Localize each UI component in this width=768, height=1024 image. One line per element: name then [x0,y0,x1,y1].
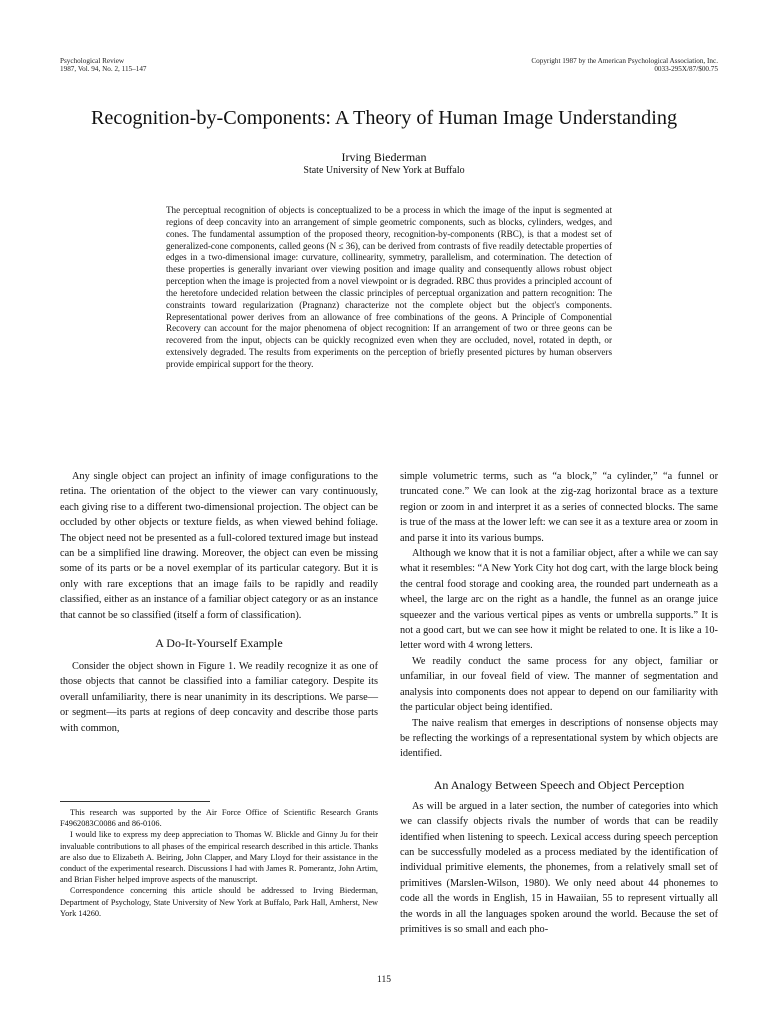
footnote-correspondence: Correspondence concerning this article should be addressed to Irving Biederman, Department of Psychology, State University of New York at Buffalo, Park Hall, Amherst, New York 14260. [60,886,378,918]
footnote-acknowledgments: I would like to express my deep appreciation to Thomas W. Blickle and Ginny Ju for their invaluable contributions to all phases of the empirical research described in this article. Thanks are also due to Elizabeth A. Beiring, John Clapper, and Mary Lloyd for their assistance in the conduct of the experimental research. Discussions I had with James R. Pomerantz, John Artim, and Brian Fisher helped improve aspects of the manuscript. [60,830,378,885]
journal-volume: 1987, Vol. 94, No. 2, 115–147 [60,65,147,74]
body-paragraph: Any single object can project an infinity of image configurations to the retina. The orientation of the object to the viewer can vary continuously, each giving rise to a different two-dimensional projection. The object can be occluded by other objects or texture fields, as when viewed behind foliage. The object need not be presented as a full-colored textured image but instead can be a simplified line drawing. Moreover, the object can even be missing some of its parts or be a novel exemplar of its particular category. But it is only with rare exceptions that an image fails to be rapidly and readily classified, either as an instance of a familiar object category or as an instance that cannot be so classified (itself a form of classification). [60,471,378,621]
abstract: The perceptual recognition of objects is conceptualized to be a process in which the image of the input is segmented at regions of deep concavity into an arrangement of simple geometric components, such as blocks, cylinders, wedges, and cones. The fundamental assumption of the proposed theory, recognition-by-components (RBC), is that a modest set of generalized-cone components, called geons (N ≤ 36), can be derived from contrasts of five readily detectable properties of edges in a two-dimensional image: curvature, collinearity, symmetry, parallelism, and cotermination. The detection of these properties is generally invariant over viewing position and image quality and consequently allows robust object perception when the image is projected from a novel viewpoint or is degraded. RBC thus provides a principled account of the heretofore undecided relation between the classic principles of perceptual organization and pattern recognition: The constraints toward regularization (Pragnanz) characterize not the complete object but the object's components. Representational power derives from an allowance of free combinations of the geons. A Principle of Componential Recovery can account for the major phenomena of object recognition: If an arrangement of two or three geons can be recovered from the input, objects can be quickly recognized even when they are occluded, novel, rotated in depth, or extensively degraded. The results from experiments on the perception of briefly presented pictures by human observers provide empirical support for the theory. [166,205,612,369]
section-heading: An Analogy Between Speech and Object Perception [433,777,685,792]
paper-title: Recognition-by-Components: A Theory of Human Image Understanding [90,107,678,129]
body-paragraph: Consider the object shown in Figure 1. We readily recognize it as one of those objects that cannot be classified into a familiar category. Despite its overall unfamiliarity, there is near unanimity in its descriptions. We parse—or segment—its parts at regions of deep concavity and describe those parts with common, [60,661,378,734]
body-paragraph: Although we know that it is not a familiar object, after a while we can say what it resembles: “A New York City hot dog cart, with the large block being the central food storage and cooking area, the rounded part underneath as a wheel, the large arc on the right as a handle, the funnel as an orange juice squeezer and the various vertical pipes as vents or umbrella supports.” It is not a good cart, but we can see how it might be related to one. It is like a 10-letter word with 4 wrong letters. [400,548,718,652]
journal-citation [60,57,147,74]
copyright-notice [531,57,718,74]
body-paragraph: simple volumetric terms, such as “a block,” “a cylinder,” “a funnel or truncated cone.” We can look at the zig-zag horizontal brace as a texture region or zoom in and interpret it as a series of connected blocks. The same is true of the mass at the lower left: we can see it as a texture area or zoom in and parse it into its various bumps. [400,471,718,544]
right-column [400,469,718,937]
section-heading: A Do-It-Yourself Example [155,636,283,651]
footnotes [60,807,378,919]
body-paragraph: As will be argued in a later section, the number of categories into which we can classify objects rivals the number of words that can be readily identified when listening to speech. Lexical access during speech perception can be successfully modeled as a process mediated by the identification of individual primitive elements, the phonemes, from a relatively small set of primitives (Marslen-Wilson, 1980). We only need about 44 phonemes to code all the words in English, 15 in Hawaiian, 55 to represent virtually all the words in all the languages spoken around the world. Because the set of primitives is so small and each pho- [400,800,718,935]
copyright-line: Copyright 1987 by the American Psychological Association, Inc. [531,57,718,65]
body-paragraph: We readily conduct the same process for any object, familiar or unfamiliar, in our foveal field of view. The manner of segmentation and analysis into components does not appear to depend on our familiarity with the particular object being identified. [400,655,718,714]
footnote-funding: This research was supported by the Air Force Office of Scientific Research Grants F4962083C0086 and 86-0106. [60,808,378,829]
footnote-divider [60,801,210,802]
author-name: Irving Biederman [341,150,427,164]
body-paragraph: The naive realism that emerges in descriptions of nonsense objects may be reflecting the workings of a representational system by which objects are identified. [400,717,718,760]
author-affiliation: State University of New York at Buffalo [303,165,465,176]
page-number: 115 [377,975,391,985]
journal-name: Psychological Review [60,57,125,65]
issn-line: 0033-295X/87/$00.75 [654,65,718,74]
left-column [60,469,378,736]
